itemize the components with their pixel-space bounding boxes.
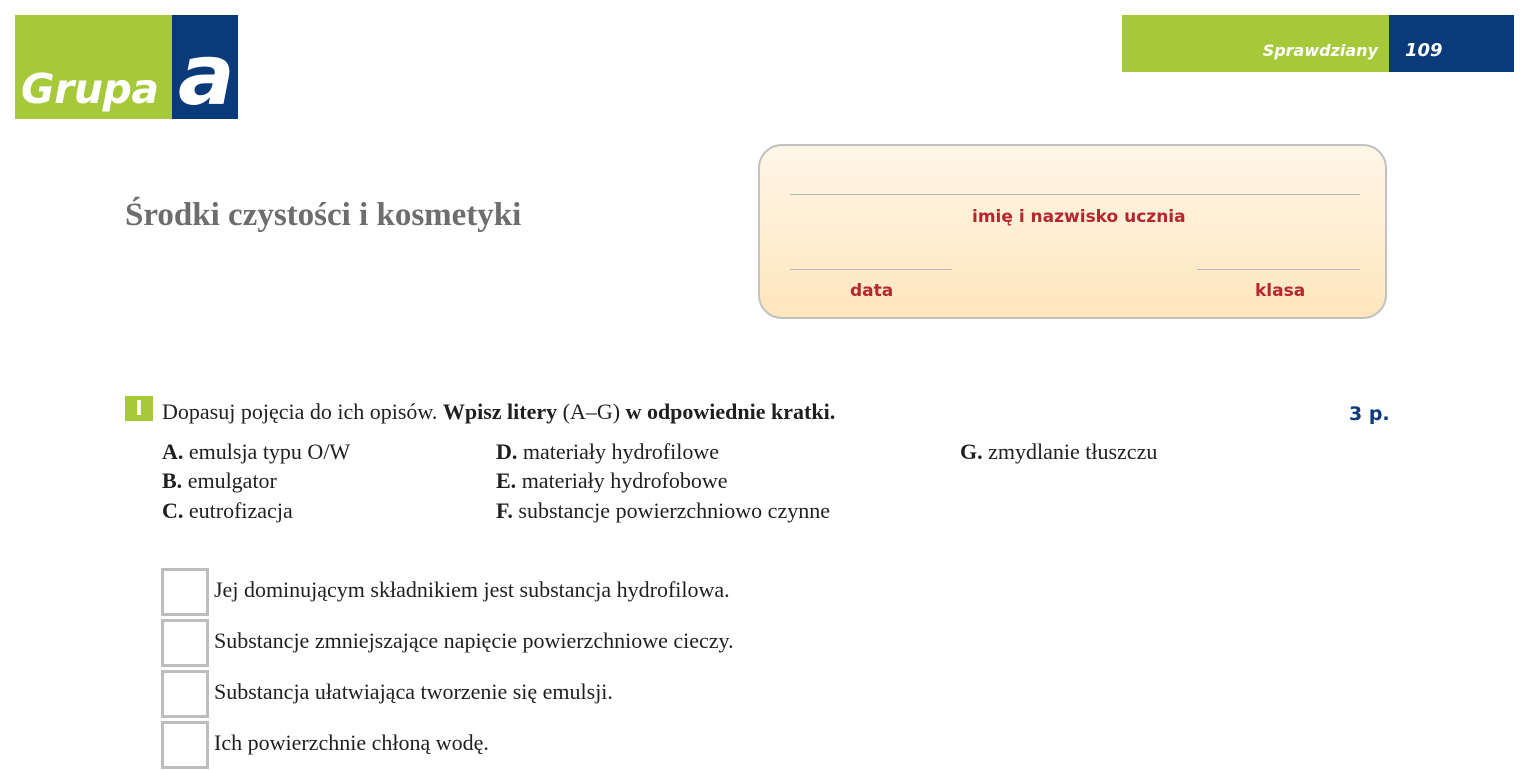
instruction-text-1: Dopasuj pojęcia do ich opisów. xyxy=(162,399,438,424)
instruction-text-2: (A–G) xyxy=(562,399,621,424)
option-a xyxy=(162,439,350,465)
page-title: Środki czystości i kosmetyki xyxy=(125,197,522,233)
student-info-box xyxy=(758,144,1387,319)
name-label: imię i nazwisko ucznia xyxy=(972,207,1186,227)
class-line[interactable] xyxy=(1197,269,1360,270)
statement-text: Ich powierzchnie chłoną wodę. xyxy=(214,730,489,755)
statement-text: Substancje zmniejszające napięcie powierzchniowe cieczy. xyxy=(214,628,734,653)
option-text: emulsja typu O/W xyxy=(188,439,351,464)
option-c xyxy=(162,498,293,524)
instruction-bold-2: w odpowiednie kratki. xyxy=(625,399,836,424)
header-bar xyxy=(1122,15,1514,72)
task-instruction xyxy=(162,399,835,425)
option-text: zmydlanie tłuszczu xyxy=(988,439,1158,464)
name-line[interactable] xyxy=(790,194,1360,195)
group-label: Grupa xyxy=(21,65,159,113)
task-number-marker: I xyxy=(125,396,153,421)
option-f xyxy=(496,498,830,524)
answer-box[interactable] xyxy=(161,568,209,616)
date-label: data xyxy=(850,281,894,301)
option-letter: F. xyxy=(496,498,513,523)
statement-text: Substancja ułatwiająca tworzenie się emulsji. xyxy=(214,679,613,704)
option-text: substancje powierzchniowo czynne xyxy=(518,498,830,523)
instruction-bold-1: Wpisz litery xyxy=(442,399,558,424)
page-number: 109 xyxy=(1405,40,1443,61)
option-letter: B. xyxy=(162,468,183,493)
option-g xyxy=(960,439,1157,465)
answer-box[interactable] xyxy=(161,619,209,667)
statement-text: Jej dominującym składnikiem jest substancja hydrofilowa. xyxy=(214,577,730,602)
class-label: klasa xyxy=(1255,281,1306,301)
option-text: eutrofizacja xyxy=(188,498,293,523)
group-badge xyxy=(15,15,238,124)
option-letter: A. xyxy=(162,439,184,464)
answer-box[interactable] xyxy=(161,721,209,769)
option-text: materiały hydrofobowe xyxy=(521,468,728,493)
option-letter: D. xyxy=(496,439,518,464)
group-letter: a xyxy=(178,26,235,124)
option-d xyxy=(496,439,719,465)
option-letter: E. xyxy=(496,468,517,493)
option-text: materiały hydrofilowe xyxy=(522,439,719,464)
answer-box[interactable] xyxy=(161,670,209,718)
option-text: emulgator xyxy=(187,468,277,493)
option-letter: C. xyxy=(162,498,184,523)
task-points: 3 p. xyxy=(1349,403,1390,425)
date-line[interactable] xyxy=(790,269,952,270)
option-b xyxy=(162,468,277,494)
option-e xyxy=(496,468,728,494)
section-label: Sprawdziany xyxy=(1262,41,1378,60)
option-letter: G. xyxy=(960,439,983,464)
